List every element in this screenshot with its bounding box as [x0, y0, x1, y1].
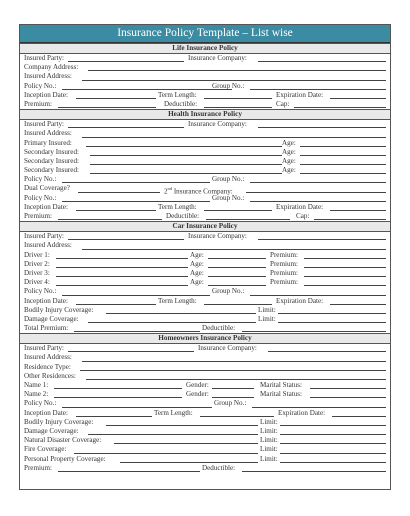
life-insured-party-label: Insured Party: [24, 54, 64, 62]
car-age-field[interactable] [208, 267, 266, 268]
car-age-field[interactable] [208, 258, 266, 259]
life-row-insured-address [20, 72, 390, 81]
life-insurance-company-label: Insurance Company: [188, 54, 247, 62]
car-damage-coverage-label: Damage Coverage: [24, 314, 79, 323]
health-dual-coverage-field[interactable] [78, 192, 160, 193]
health-secondary-insured-label: Secondary Insured: [24, 166, 79, 175]
health-group-no-label: Group No.: [212, 193, 245, 202]
car-age-label: Age: [190, 259, 204, 268]
health-policy-no-label: Policy No.: [24, 193, 57, 202]
life-company-address-label: Company Address: [24, 63, 79, 72]
car-expiration-date-field[interactable] [330, 304, 386, 305]
car-limit-field[interactable] [278, 322, 386, 323]
health-secondary-insured-field[interactable] [90, 155, 282, 156]
health-second-insurance-label: 2nd Insurance Company: [164, 186, 233, 196]
home-gender-label: Gender: [186, 381, 209, 389]
health-age-label: Age: [282, 147, 296, 156]
home-other-residences-label: Other Residences: [24, 371, 76, 380]
car-driver1-label: Driver 1: [24, 250, 50, 259]
car-row-bodily-injury [20, 306, 390, 315]
car-limit-field[interactable] [278, 313, 386, 314]
home-marital-status-label: Marital Status: [260, 390, 302, 399]
car-row-policy [20, 287, 390, 296]
life-premium-field[interactable] [58, 107, 156, 108]
car-insured-party-field[interactable] [68, 239, 184, 240]
car-driver4-label: Driver 4: [24, 278, 50, 287]
car-row-dates [20, 297, 390, 306]
car-premium-field[interactable] [304, 258, 386, 259]
home-name1-field[interactable] [54, 388, 182, 389]
health-cap-label: Cap: [296, 212, 310, 220]
life-row-company-address [20, 63, 390, 72]
home-insurance-company-label: Insurance Company: [198, 344, 257, 353]
car-age-field[interactable] [208, 285, 266, 286]
car-limit-label: Limit: [258, 305, 276, 314]
home-residence-type-field[interactable] [80, 370, 386, 371]
home-name2-field[interactable] [54, 397, 182, 398]
health-primary-insured-label: Primary Insured: [24, 138, 72, 147]
car-driver3-field[interactable] [56, 276, 188, 277]
home-insured-party-label: Insured Party: [24, 344, 64, 353]
home-name2-label: Name 2: [24, 390, 49, 399]
life-insured-party-field[interactable] [68, 61, 184, 62]
car-row-insured [20, 232, 390, 241]
home-bodily-injury-field[interactable] [106, 425, 258, 426]
home-bodily-injury-label: Bodily Injury Coverage: [24, 417, 94, 426]
health-policy-no-label: Policy No.: [24, 175, 57, 184]
health-age-field[interactable] [300, 173, 386, 174]
car-row-total-premium [20, 324, 390, 333]
health-premium-label: Premium: [24, 212, 52, 220]
home-gender-field[interactable] [212, 388, 254, 389]
home-limit-field[interactable] [280, 443, 386, 444]
home-marital-status-label: Marital Status: [260, 381, 302, 389]
life-cap-label: Cap: [276, 99, 290, 108]
home-row-damage [20, 427, 390, 436]
home-inception-date-label: Inception Date: [24, 408, 68, 417]
car-group-no-label: Group No.: [212, 287, 245, 296]
health-row-secondary-1 [20, 148, 390, 157]
home-row-name-1 [20, 381, 390, 390]
life-group-no-field[interactable] [250, 89, 386, 90]
health-row-insured [20, 120, 390, 129]
life-row-premium [20, 100, 390, 109]
car-premium-label: Premium: [270, 259, 298, 268]
health-policy-no-field[interactable] [62, 182, 210, 183]
health-premium-field[interactable] [58, 219, 162, 220]
home-natural-disaster-field[interactable] [114, 443, 258, 444]
life-row-insured [20, 54, 390, 63]
home-limit-label: Limit: [260, 454, 278, 463]
health-dual-coverage-label: Dual Coverage? [24, 184, 70, 193]
home-row-other-residences [20, 372, 390, 381]
home-limit-field[interactable] [280, 453, 386, 454]
car-driver4-field[interactable] [56, 285, 188, 286]
life-insurance-company-field[interactable] [258, 61, 386, 62]
home-other-residences-field[interactable] [86, 379, 386, 380]
health-row-dates [20, 203, 390, 212]
car-total-premium-label: Total Premium: [24, 324, 69, 333]
life-term-length-label: Term Length: [158, 90, 197, 99]
home-gender-label: Gender: [186, 390, 209, 399]
health-insurance-company-field[interactable] [258, 127, 386, 128]
car-age-label: Age: [190, 268, 204, 277]
home-premium-label: Premium: [24, 463, 52, 472]
home-limit-field[interactable] [280, 425, 386, 426]
car-term-length-label: Term Length: [158, 296, 197, 305]
life-row-policy [20, 82, 390, 91]
home-damage-coverage-label: Damage Coverage: [24, 426, 79, 435]
health-deductible-field[interactable] [206, 219, 290, 220]
car-row-insured-address [20, 241, 390, 250]
life-cap-field[interactable] [294, 107, 386, 108]
life-premium-label: Premium: [24, 99, 52, 108]
home-deductible-label: Deductible: [202, 463, 236, 472]
health-age-field[interactable] [300, 164, 386, 165]
car-insurance-company-label: Insurance Company: [188, 232, 247, 241]
health-insured-address-label: Insured Address: [24, 129, 72, 138]
life-expiration-date-field[interactable] [330, 98, 386, 99]
home-fire-coverage-field[interactable] [74, 453, 258, 454]
home-fire-coverage-label: Fire Coverage: [24, 445, 67, 454]
home-limit-label: Limit: [260, 436, 278, 445]
car-inception-date-label: Inception Date: [24, 296, 68, 305]
home-natural-disaster-label: Natural Disaster Coverage: [24, 436, 102, 445]
car-bodily-injury-label: Bodily Injury Coverage: [24, 305, 94, 314]
health-group-no-field[interactable] [250, 201, 386, 202]
life-company-address-field[interactable] [88, 70, 386, 71]
home-limit-field[interactable] [280, 434, 386, 435]
car-premium-label: Premium: [270, 268, 298, 277]
home-row-name-2 [20, 390, 390, 399]
car-premium-label: Premium: [270, 278, 298, 287]
home-row-natural-disaster [20, 436, 390, 445]
car-inception-date-field[interactable] [76, 304, 156, 305]
health-row-dual [20, 184, 390, 196]
car-limit-label: Limit: [258, 314, 276, 323]
car-premium-label: Premium: [270, 250, 298, 259]
life-row-dates [20, 91, 390, 100]
home-personal-property-label: Personal Property Coverage: [24, 454, 106, 463]
car-driver2-label: Driver 2: [24, 259, 50, 268]
health-row-insured-address [20, 129, 390, 138]
home-insured-address-field[interactable] [82, 361, 386, 362]
car-total-premium-field[interactable] [74, 331, 200, 332]
home-marital-status-field[interactable] [310, 388, 386, 389]
health-group-no-field[interactable] [250, 182, 386, 183]
car-term-length-field[interactable] [204, 304, 272, 305]
car-section-heading: Car Insurance Policy [20, 221, 390, 232]
home-row-policy [20, 399, 390, 408]
home-premium-field[interactable] [58, 471, 200, 472]
home-expiration-date-label: Expiration Date: [278, 408, 326, 417]
health-inception-date-field[interactable] [76, 210, 156, 211]
home-row-bodily-injury [20, 418, 390, 427]
health-secondary-insured-field[interactable] [90, 173, 282, 174]
home-limit-field[interactable] [280, 462, 386, 463]
home-row-insured [20, 344, 390, 353]
car-insurance-company-field[interactable] [258, 239, 386, 240]
home-deductible-field[interactable] [242, 471, 386, 472]
home-expiration-date-field[interactable] [332, 416, 386, 417]
health-term-length-field[interactable] [204, 210, 272, 211]
home-limit-label: Limit: [260, 426, 278, 435]
health-age-field[interactable] [300, 146, 386, 147]
health-cap-field[interactable] [314, 219, 386, 220]
car-row-driver-2 [20, 260, 390, 269]
home-insured-party-field[interactable] [68, 351, 194, 352]
car-row-damage [20, 315, 390, 324]
car-row-driver-4 [20, 278, 390, 287]
life-policy-no-label: Policy No.: [24, 81, 57, 90]
life-deductible-label: Deductible: [164, 99, 198, 108]
car-premium-field[interactable] [304, 267, 386, 268]
home-group-no-label: Group No.: [214, 399, 247, 408]
health-expiration-date-field[interactable] [330, 210, 386, 211]
health-group-no-label: Group No.: [212, 175, 245, 184]
home-row-residence-type [20, 363, 390, 372]
car-premium-field[interactable] [304, 285, 386, 286]
health-age-field[interactable] [300, 155, 386, 156]
home-limit-label: Limit: [260, 445, 278, 454]
home-row-personal-property [20, 455, 390, 464]
health-row-policy-1 [20, 175, 390, 184]
health-age-label: Age: [282, 166, 296, 175]
insurance-template-form [19, 24, 391, 490]
health-term-length-label: Term Length: [158, 202, 197, 211]
health-policy-no-field[interactable] [62, 201, 210, 202]
health-row-policy-2 [20, 194, 390, 203]
car-driver2-field[interactable] [56, 267, 188, 268]
car-expiration-date-label: Expiration Date: [276, 296, 324, 305]
life-inception-date-field[interactable] [76, 98, 156, 99]
home-section-heading: Homeowners Insurance Policy [20, 333, 390, 344]
car-insured-party-label: Insured Party: [24, 232, 64, 241]
life-deductible-field[interactable] [204, 107, 272, 108]
car-age-label: Age: [190, 278, 204, 287]
health-row-secondary-3 [20, 166, 390, 175]
home-damage-coverage-field[interactable] [88, 434, 258, 435]
car-age-field[interactable] [208, 276, 266, 277]
home-policy-no-field[interactable] [62, 407, 212, 408]
health-insured-party-field[interactable] [68, 127, 184, 128]
home-insured-address-label: Insured Address: [24, 353, 72, 362]
health-insured-address-field[interactable] [82, 137, 386, 138]
car-policy-no-label: Policy No.: [24, 287, 57, 296]
life-policy-no-field[interactable] [62, 89, 232, 90]
life-inception-date-label: Inception Date: [24, 90, 68, 99]
health-row-primary [20, 139, 390, 148]
home-inception-date-field[interactable] [76, 416, 152, 417]
car-age-label: Age: [190, 250, 204, 259]
home-name1-label: Name 1: [24, 381, 49, 389]
car-row-driver-1 [20, 251, 390, 260]
home-policy-no-label: Policy No.: [24, 399, 57, 408]
car-insured-address-label: Insured Address: [24, 241, 72, 250]
car-premium-field[interactable] [304, 276, 386, 277]
life-insured-address-field[interactable] [82, 80, 386, 81]
health-secondary-insured-label: Secondary Insured: [24, 147, 79, 156]
life-section-heading: Life Insurance Policy [20, 43, 390, 54]
car-deductible-field[interactable] [242, 331, 386, 332]
car-policy-no-field[interactable] [62, 295, 210, 296]
life-term-length-field[interactable] [204, 98, 272, 99]
health-primary-insured-field[interactable] [86, 146, 282, 147]
home-residence-type-label: Residence Type: [24, 362, 71, 371]
car-row-driver-3 [20, 269, 390, 278]
life-expiration-date-label: Expiration Date: [276, 90, 324, 99]
health-age-label: Age: [282, 138, 296, 147]
home-row-insured-address [20, 353, 390, 362]
health-insured-party-label: Insured Party: [24, 120, 64, 129]
home-limit-label: Limit: [260, 417, 278, 426]
health-second-insurance-field[interactable] [246, 192, 386, 193]
home-group-no-field[interactable] [252, 407, 386, 408]
home-gender-field[interactable] [212, 397, 254, 398]
life-group-no-label: Group No.: [212, 81, 245, 90]
home-row-dates [20, 409, 390, 418]
home-marital-status-field[interactable] [310, 397, 386, 398]
health-row-premium [20, 212, 390, 221]
life-insured-address-label: Insured Address: [24, 72, 72, 81]
home-term-length-label: Term Length: [154, 408, 193, 417]
car-driver1-field[interactable] [56, 258, 188, 259]
health-age-label: Age: [282, 156, 296, 165]
home-term-length-field[interactable] [200, 416, 274, 417]
car-bodily-injury-field[interactable] [106, 313, 256, 314]
health-deductible-label: Deductible: [166, 212, 200, 220]
car-group-no-field[interactable] [250, 295, 386, 296]
home-personal-property-field[interactable] [120, 462, 258, 463]
health-inception-date-label: Inception Date: [24, 202, 68, 211]
health-insurance-company-label: Insurance Company: [188, 120, 247, 129]
home-row-premium [20, 464, 390, 473]
health-secondary-insured-label: Secondary Insured: [24, 156, 79, 165]
car-damage-coverage-field[interactable] [88, 322, 256, 323]
document-title: Insurance Policy Template – List wise [20, 25, 390, 43]
home-insurance-company-field[interactable] [268, 351, 386, 352]
car-deductible-label: Deductible: [202, 324, 236, 333]
health-row-secondary-2 [20, 157, 390, 166]
health-secondary-insured-field[interactable] [90, 164, 282, 165]
car-insured-address-field[interactable] [82, 249, 386, 250]
health-expiration-date-label: Expiration Date: [276, 202, 324, 211]
health-section-heading: Health Insurance Policy [20, 109, 390, 120]
home-row-fire [20, 445, 390, 454]
car-driver3-label: Driver 3: [24, 268, 50, 277]
